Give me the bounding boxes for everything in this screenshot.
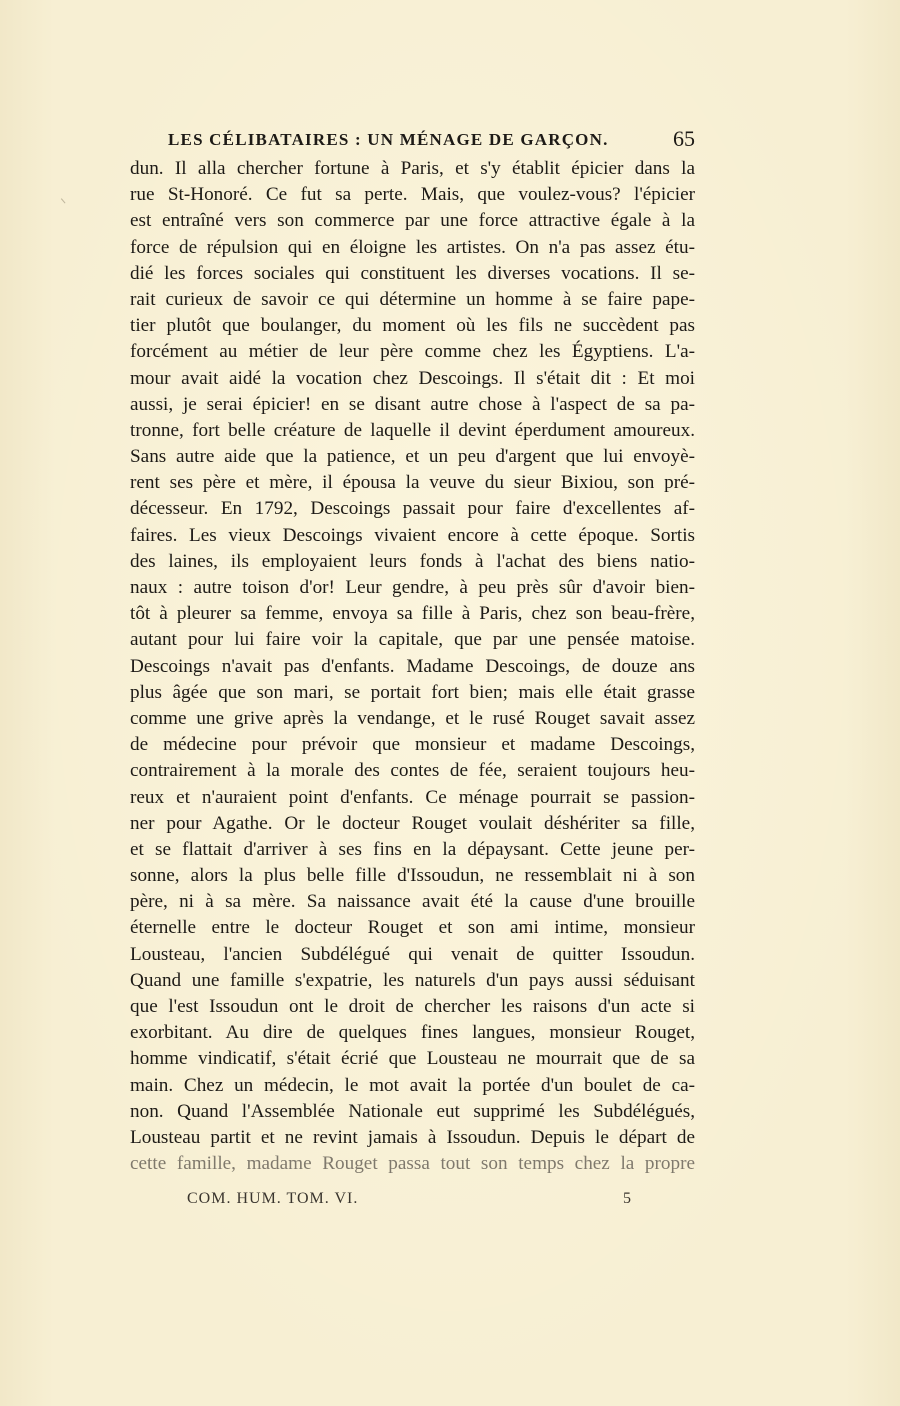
running-header — [130, 126, 695, 156]
text-line: mour avait aidé la vocation chez Descoings. Il s'était dit : Et moi — [130, 367, 695, 389]
text-line: autant pour lui faire voir la capitale, que par une pensée matoise. — [130, 629, 695, 651]
text-line: Descoings n'avait pas d'enfants. Madame Descoings, de douze ans — [130, 655, 695, 677]
text-line: de médecine pour prévoir que monsieur et madame Descoings, — [130, 734, 695, 756]
text-line: naux : autre toison d'or! Leur gendre, à peu près sûr d'avoir bien- — [130, 577, 695, 598]
page-number: 65 — [673, 126, 695, 151]
text-line: sonne, alors la plus belle fille d'Issoudun, ne ressemblait ni à son — [130, 865, 695, 887]
text-line: ner pour Agathe. Or le docteur Rouget voulait déshériter sa fille, — [130, 812, 695, 834]
text-line: dun. Il alla chercher fortune à Paris, et s'y établit épicier dans la — [130, 158, 695, 179]
text-line: forcément au métier de leur père comme chez les Égyptiens. L'a- — [130, 341, 695, 363]
text-line: homme vindicatif, s'était écrié que Lousteau ne mourrait que de sa — [130, 1048, 695, 1070]
text-line: éternelle entre le docteur Rouget et son ami intime, monsieur — [130, 917, 695, 939]
text-line: que l'est Issoudun ont le droit de chercher les raisons d'un acte si — [130, 996, 695, 1017]
text-line: tier plutôt que boulanger, du moment où les fils ne succèdent pas — [130, 315, 695, 337]
running-title: LES CÉLIBATAIRES : UN MÉNAGE DE GARÇON. — [168, 130, 609, 149]
text-line: contrairement à la morale des contes de fée, seraient toujours heu- — [130, 760, 695, 782]
text-line: rue St-Honoré. Ce fut sa perte. Mais, que voulez-vous? l'épicier — [130, 184, 695, 206]
signature-line — [130, 1190, 695, 1214]
margin-mark — [61, 194, 70, 203]
text-line: aussi, je serai épicier! en se disant autre chose à l'aspect de sa pa- — [130, 393, 695, 415]
text-line: père, ni à sa mère. Sa naissance avait été la cause d'une brouille — [130, 891, 695, 913]
text-line: rait curieux de savoir ce qui détermine un homme à se faire pape- — [130, 288, 695, 310]
text-line: Lousteau partit et ne revint jamais à Issoudun. Depuis le départ de — [130, 1126, 695, 1148]
text-line: non. Quand l'Assemblée Nationale eut supprimé les Subdélégués, — [130, 1100, 695, 1122]
text-line: Lousteau, l'ancien Subdélégué qui venait de quitter Issoudun. — [130, 943, 695, 965]
text-line: tronne, fort belle créature de laquelle il devint éperdument amoureux. — [130, 419, 695, 441]
text-line: tôt à pleurer sa femme, envoya sa fille à Paris, chez son beau-frère, — [130, 603, 695, 625]
text-line: et se flattait d'arriver à ses fins en la dépaysant. Cette jeune per- — [130, 838, 695, 860]
text-line: est entraîné vers son commerce par une force attractive égale à la — [130, 210, 695, 232]
text-line: force de répulsion qui en éloigne les artistes. On n'a pas assez étu- — [130, 236, 695, 258]
signature-number: 5 — [623, 1190, 632, 1207]
text-line: cette famille, madame Rouget passa tout son temps chez la propre — [130, 1153, 695, 1175]
text-line: des laines, ils employaient leurs fonds à l'achat des biens natio- — [130, 550, 695, 572]
text-line: exorbitant. Au dire de quelques fines langues, monsieur Rouget, — [130, 1022, 695, 1044]
text-line: faires. Les vieux Descoings vivaient encore à cette époque. Sortis — [130, 524, 695, 546]
text-line: décesseur. En 1792, Descoings passait pour faire d'excellentes af- — [130, 498, 695, 520]
text-line: main. Chez un médecin, le mot avait la portée d'un boulet de ca- — [130, 1074, 695, 1096]
text-line: plus âgée que son mari, se portait fort bien; mais elle était grasse — [130, 681, 695, 703]
text-line: rent ses père et mère, il épousa la veuve du sieur Bixiou, son pré- — [130, 472, 695, 494]
text-line: Sans autre aide que la patience, et un peu d'argent que lui envoyè- — [130, 446, 695, 468]
text-line: dié les forces sociales qui constituent les diverses vocations. Il se- — [130, 262, 695, 284]
text-line: Quand une famille s'expatrie, les naturels d'un pays aussi séduisant — [130, 969, 695, 991]
text-line: comme une grive après la vendange, et le rusé Rouget savait assez — [130, 707, 695, 729]
signature-mark: COM. HUM. TOM. VI. — [187, 1190, 359, 1207]
body-text — [130, 156, 695, 1177]
text-line: reux et n'auraient point d'enfants. Ce ménage pourrait se passion- — [130, 786, 695, 808]
